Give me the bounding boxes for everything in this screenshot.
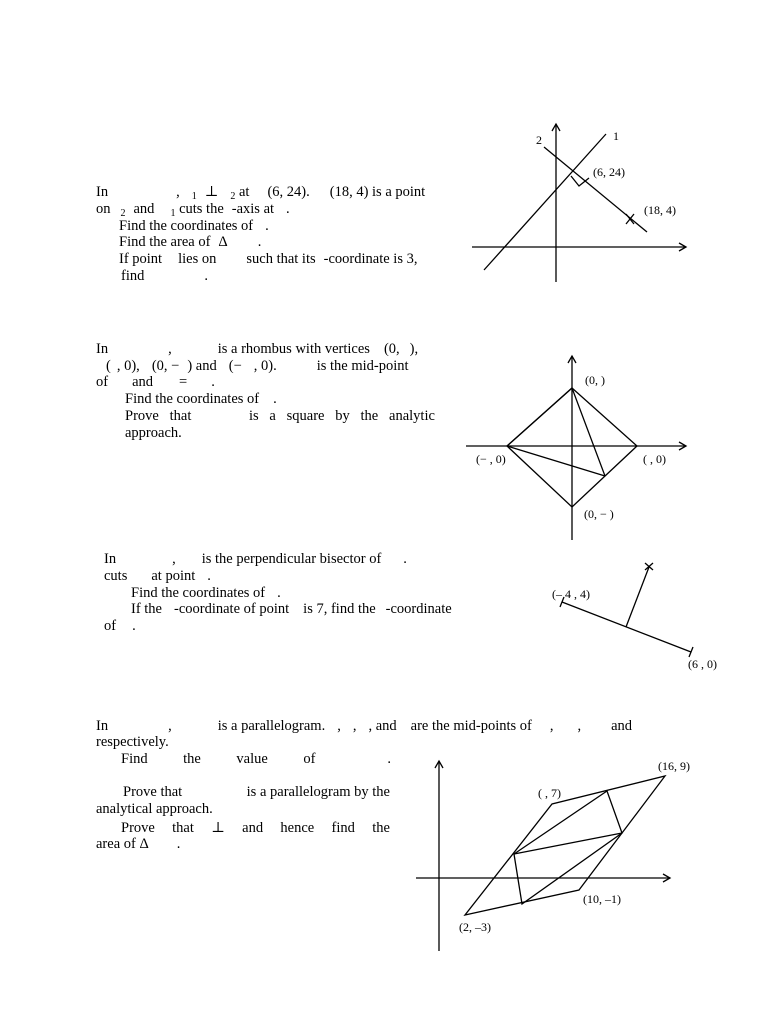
q3-text: . — [277, 585, 281, 601]
q4-text: area of Δ — [96, 836, 149, 852]
label-vertex-top-right: (16, 9) — [658, 759, 690, 773]
q2-line-6 — [125, 425, 182, 442]
q3-text: . — [132, 618, 136, 634]
label-l1: 1 — [613, 129, 619, 143]
q2-text: . — [273, 391, 277, 407]
q2-line-2 — [106, 358, 409, 375]
label-point-2: (6 , 0) — [688, 657, 717, 671]
q2-text: Find the coordinates of — [125, 391, 260, 407]
label-point-1: (– 4 , 4) — [552, 587, 590, 601]
q1-sub: 1 — [191, 191, 197, 202]
q2-text: In — [96, 341, 109, 357]
q1-text: and — [133, 201, 155, 217]
q3-line-5 — [104, 618, 136, 635]
q4-text: and — [611, 718, 633, 734]
q4-text: is a parallelogram by the — [246, 784, 390, 800]
triangle-symbol: Δ — [218, 234, 228, 250]
q1-text: . — [286, 201, 290, 217]
q4-text: , — [352, 718, 357, 734]
label-vertex-top-left: ( , 7) — [538, 786, 561, 800]
label-vertex-bottom: (0, − ) — [584, 507, 614, 521]
q2-text: and — [195, 358, 217, 374]
q3-text: -coordinate — [385, 601, 452, 617]
q4-text: and — [242, 820, 264, 836]
q4-text: find — [331, 820, 355, 836]
q3-text: . — [403, 551, 407, 567]
q1-line-3 — [119, 218, 269, 235]
q1-text: . — [204, 268, 208, 284]
q1-sub: 2 — [230, 191, 236, 202]
q2-text: (0, — [383, 341, 400, 357]
q1-text: (6, 24). — [267, 184, 310, 200]
q4-text: analytical approach. — [96, 801, 213, 817]
perp-symbol: ⊥ — [204, 184, 219, 200]
q1-text: , — [176, 184, 180, 200]
q1-sub: 2 — [120, 208, 126, 219]
q1-text: at — [238, 184, 250, 200]
q2-text: Prove — [125, 408, 159, 424]
q1-text: . — [257, 234, 262, 250]
perp-symbol: ⊥ — [211, 820, 225, 836]
q3-text: is 7, find the — [303, 601, 376, 617]
q1-line-1 — [96, 184, 425, 202]
label-point-b: (18, 4) — [644, 203, 676, 217]
q4-line-7 — [96, 836, 180, 853]
q4-text: the — [372, 820, 390, 836]
q4-text: , — [168, 718, 172, 734]
q3-text: at point — [151, 568, 196, 584]
perpendicular-bisector — [626, 567, 649, 627]
q2-text: approach. — [125, 425, 182, 441]
q1-text: (18, 4) is a point — [329, 184, 426, 200]
q4-text: . — [387, 751, 391, 767]
q2-text: square — [286, 408, 325, 424]
label-vertex-right: ( , 0) — [643, 452, 666, 466]
q2-line-5 — [125, 408, 435, 425]
label-l2: 2 — [536, 133, 542, 147]
q2-text: = — [179, 374, 188, 390]
q1-line-4 — [119, 234, 261, 251]
q1-line-6 — [121, 268, 208, 285]
midpoint-parallelogram — [514, 791, 622, 904]
q2-text: , — [168, 341, 172, 357]
q4-line-2 — [96, 734, 169, 751]
q4-line-1 — [96, 718, 632, 735]
q4-text: , and — [368, 718, 397, 734]
q3-text: -coordinate of point — [174, 601, 290, 617]
q2-text: (0, − — [151, 358, 180, 374]
q3-line-4 — [131, 601, 452, 618]
q3-text: . — [207, 568, 211, 584]
q2-text: is a rhombus with vertices — [217, 341, 370, 357]
q4-text: Find — [121, 751, 148, 767]
q3-line-3 — [131, 585, 281, 602]
q3-text: In — [104, 551, 117, 567]
q1-text: Find the area of — [119, 234, 211, 250]
q1-figure — [460, 120, 700, 290]
q4-text: is a parallelogram. — [217, 718, 326, 734]
q2-text: analytic — [389, 408, 435, 424]
q2-text: is the mid-point — [316, 358, 409, 374]
label-vertex-bottom-right: (10, –1) — [583, 892, 621, 906]
q4-line-5 — [96, 801, 213, 818]
q2-text: (− — [228, 358, 242, 374]
q1-text: such that its — [246, 251, 316, 267]
q3-line-1 — [104, 551, 407, 568]
q1-text: cuts the — [179, 201, 224, 217]
q2-text: , 0). — [253, 358, 277, 374]
q3-text: Find the coordinates of — [131, 585, 266, 601]
label-vertex-bottom-left: (2, –3) — [459, 920, 491, 934]
q1-text: -axis at — [231, 201, 275, 217]
q1-text: In — [96, 184, 109, 200]
q2-text: . — [211, 374, 215, 390]
q1-text: -coordinate is 3, — [323, 251, 418, 267]
q1-text: on — [96, 201, 111, 217]
q2-text: by — [335, 408, 350, 424]
q1-text: Find the coordinates of — [119, 218, 254, 234]
q4-text: , — [577, 718, 582, 734]
label-vertex-left: (− , 0) — [476, 452, 506, 466]
label-vertex-top: (0, ) — [585, 373, 605, 387]
q2-text: ), — [409, 341, 419, 357]
line-l2 — [544, 147, 647, 232]
q4-text: Prove that — [123, 784, 183, 800]
q1-line-2 — [96, 201, 290, 219]
q3-line-2 — [104, 568, 211, 585]
q3-text: of — [104, 618, 117, 634]
q4-text: are the mid-points of — [410, 718, 532, 734]
midpoint-segment — [572, 388, 605, 476]
q4-text: that — [172, 820, 194, 836]
parallelogram-outer — [465, 776, 665, 915]
q3-text: cuts — [104, 568, 128, 584]
q2-text: a — [269, 408, 276, 424]
q1-text: lies on — [178, 251, 217, 267]
q1-sub: 1 — [170, 208, 176, 219]
q2-text: and — [132, 374, 154, 390]
q2-text: ) — [187, 358, 193, 374]
q4-text: hence — [280, 820, 315, 836]
q4-figure — [410, 755, 710, 955]
q2-text: ( — [106, 358, 111, 374]
q1-line-5 — [119, 251, 417, 268]
q4-line-6 — [121, 820, 390, 837]
label-foot-point: (6, 24) — [593, 165, 625, 179]
q4-text: the — [183, 751, 201, 767]
q3-text: , — [172, 551, 176, 567]
q1-text: . — [265, 218, 269, 234]
q2-text: of — [96, 374, 109, 390]
q2-line-3 — [96, 374, 215, 391]
q2-figure — [460, 350, 700, 545]
diagonal-segment — [507, 388, 572, 446]
line-l1 — [484, 134, 606, 270]
q4-text: . — [176, 836, 181, 852]
q2-text: , 0), — [116, 358, 140, 374]
q4-line-3 — [121, 751, 391, 768]
q2-text: that — [169, 408, 192, 424]
q3-figure — [545, 555, 745, 675]
q1-text: find — [121, 268, 145, 284]
q4-text: of — [303, 751, 316, 767]
midpoint-segment — [507, 446, 605, 476]
q4-text: value — [236, 751, 268, 767]
q4-line-4 — [123, 784, 390, 801]
q2-line-1 — [96, 341, 418, 358]
q2-line-4 — [125, 391, 277, 408]
q4-text: In — [96, 718, 109, 734]
q3-text: If the — [131, 601, 162, 617]
q4-text: , — [549, 718, 554, 734]
q3-text: is the perpendicular bisector of — [201, 551, 382, 567]
q4-text: respectively. — [96, 734, 169, 750]
q2-text: the — [360, 408, 379, 424]
q4-text: , — [337, 718, 341, 734]
q2-text: is — [248, 408, 259, 424]
q1-text: If point — [119, 251, 163, 267]
q4-text: Prove — [121, 820, 155, 836]
